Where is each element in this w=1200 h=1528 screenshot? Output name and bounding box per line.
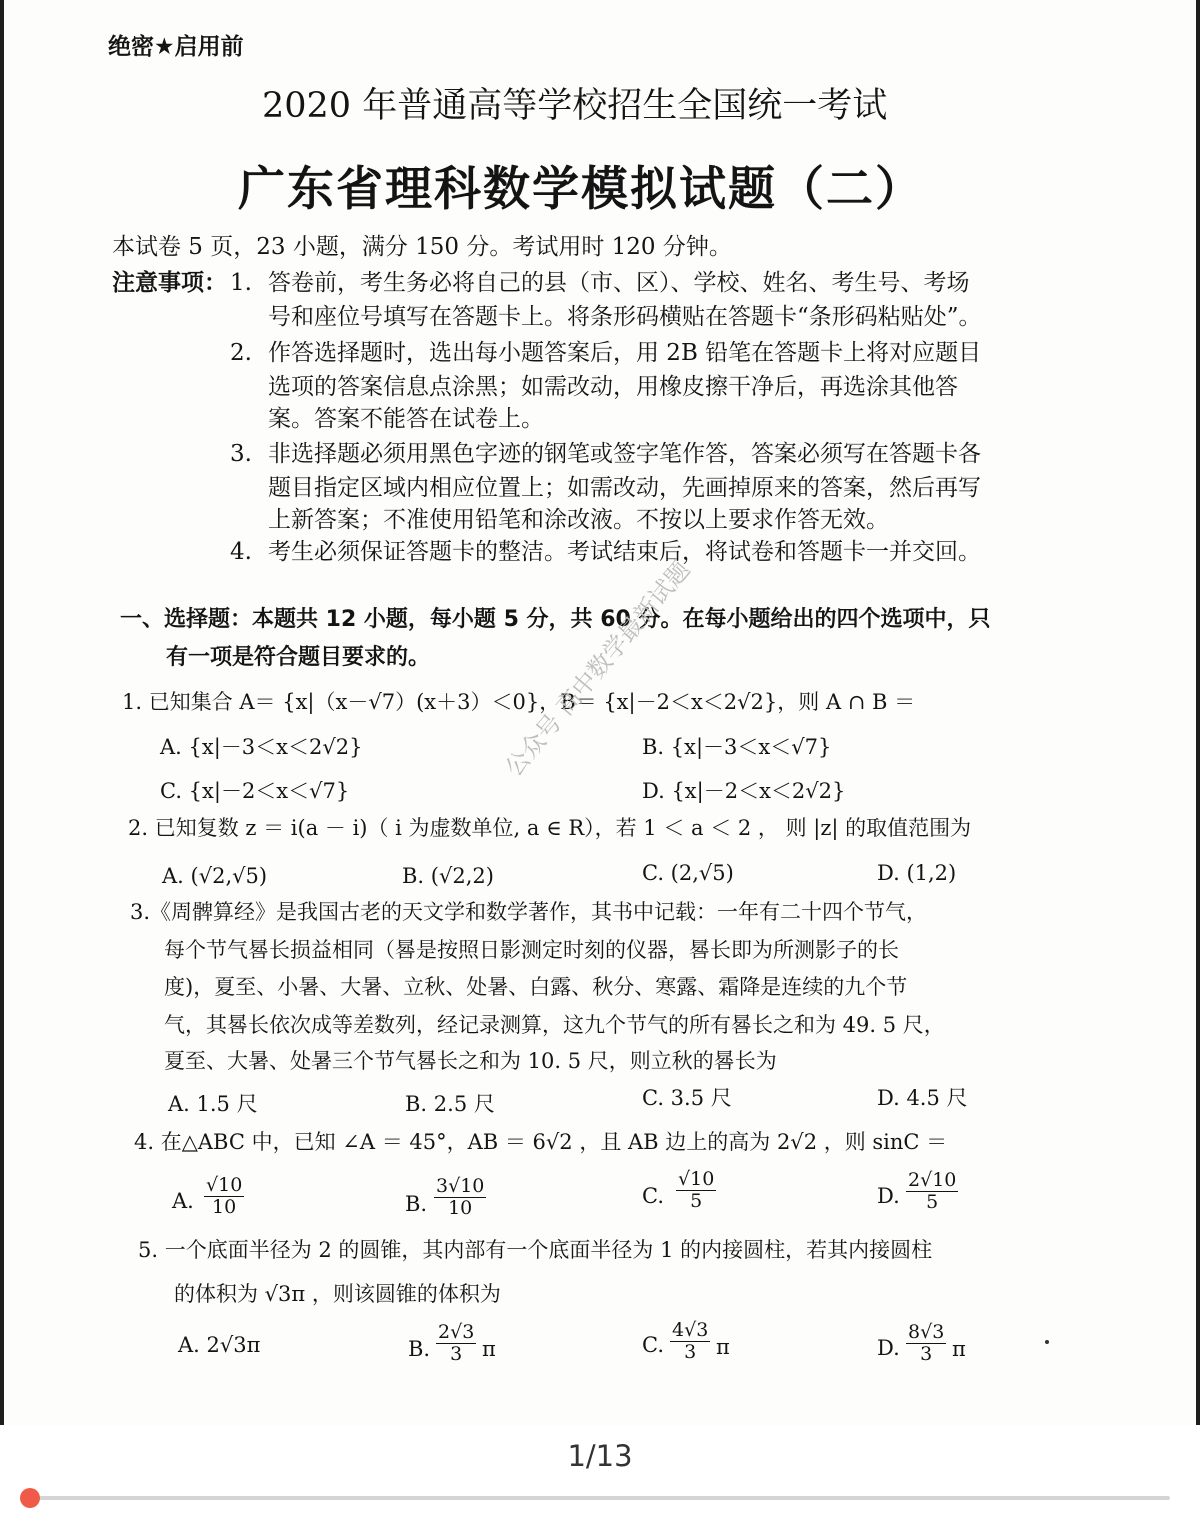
question-5-option-d-letter: D.	[877, 1336, 900, 1360]
note-line: 答卷前，考生务必将自己的县（市、区）、学校、姓名、考生号、考场	[268, 270, 970, 296]
fraction-numerator: √10	[678, 1168, 715, 1190]
question-1-option-b: B. {x|－3＜x＜√7}	[642, 735, 832, 759]
page-left-border	[0, 0, 4, 1425]
progress-track[interactable]	[30, 1496, 1170, 1500]
question-3-line: 3.《周髀算经》是我国古老的天文学和数学著作，其书中记载：一年有二十四个节气，	[130, 900, 928, 924]
question-4-option-a-letter: A.	[172, 1189, 194, 1213]
notes-label: 注意事项：	[112, 270, 227, 296]
watermark-text: 公众号 高中数学最新试题	[499, 555, 696, 782]
question-1-stem: 1. 已知集合 A＝ {x|（x－√7）(x＋3）＜0}，B＝ {x|－2＜x＜2√2}，则 A ∩ B ＝	[122, 690, 916, 714]
fraction-numerator: √10	[206, 1174, 243, 1196]
question-1-option-d: D. {x|－2＜x＜2√2}	[642, 779, 846, 803]
question-2-option-c: C. (2,√5)	[642, 861, 734, 885]
question-5-line: 的体积为 √3π ，则该圆锥的体积为	[174, 1282, 501, 1306]
question-4-option-a-fraction	[204, 1175, 244, 1218]
fraction-numerator: 4√3	[672, 1319, 709, 1341]
question-4-option-c-fraction	[676, 1169, 716, 1212]
paper-info: 本试卷 5 页，23 小题，满分 150 分。考试用时 120 分钟。	[112, 234, 732, 260]
note-line: 非选择题必须用黑色字迹的钢笔或签字笔作答，答案必须写在答题卡各	[268, 441, 981, 467]
question-3-line: 夏至、大暑、处暑三个节气晷长之和为 10. 5 尺，则立秋的晷长为	[164, 1049, 777, 1073]
paper-title: 广东省理科数学模拟试题（二）	[238, 162, 924, 217]
question-3-line: 气，其晷长依次成等差数列，经记录测算，这九个节气的所有晷长之和为 49. 5 尺，	[164, 1013, 945, 1037]
viewer-footer	[0, 1425, 1200, 1528]
note-line: 题目指定区域内相应位置上；如需改动，先画掉原来的答案，然后再写	[268, 475, 981, 501]
fraction-denominator: 3	[684, 1340, 697, 1363]
note-number: 1.	[230, 270, 252, 296]
question-3-line: 每个节气晷长损益相同（晷是按照日影测定时刻的仪器，晷长即为所测影子的长	[164, 938, 899, 962]
question-5-option-c-fraction	[670, 1320, 710, 1363]
question-5-line: 5. 一个底面半径为 2 的圆锥，其内部有一个底面半径为 1 的内接圆柱，若其内接圆柱	[138, 1238, 933, 1262]
fraction-denominator: 10	[212, 1195, 237, 1218]
question-5-option-c-letter: C.	[642, 1333, 664, 1357]
question-5-option-b-letter: B.	[408, 1337, 431, 1361]
pi-suffix: π	[482, 1337, 496, 1361]
note-line: 号和座位号填写在答题卡上。将条形码横贴在答题卡“条形码粘贴处”。	[268, 304, 982, 330]
question-4-option-b-letter: B.	[405, 1192, 428, 1216]
question-4-option-b-fraction	[434, 1176, 486, 1219]
question-2-option-b: B. (√2,2)	[402, 864, 494, 888]
note-line: 案。答案不能答在试卷上。	[268, 406, 544, 432]
pi-suffix: π	[716, 1335, 730, 1359]
question-3-option-b: B. 2.5 尺	[405, 1092, 495, 1116]
section-heading: 一、选择题：本题共 12 小题，每小题 5 分，共 60 分。在每小题给出的四个选项中，只	[120, 607, 991, 632]
section-heading-cont: 有一项是符合题目要求的。	[166, 645, 431, 670]
note-number: 4.	[230, 539, 252, 565]
note-number: 2.	[230, 340, 252, 366]
question-2-option-d: D. (1,2)	[877, 861, 957, 885]
fraction-denominator: 3	[450, 1342, 463, 1365]
question-4-option-d-fraction	[906, 1170, 958, 1213]
note-line: 上新答案；不准使用铅笔和涂改液。不按以上要求作答无效。	[268, 507, 889, 533]
note-line: 考生必须保证答题卡的整洁。考试结束后，将试卷和答题卡一并交回。	[268, 539, 981, 565]
question-3-line: 度)，夏至、小暑、大暑、立秋、处暑、白露、秋分、寒露、霜降是连续的九个节	[164, 975, 908, 999]
question-4-option-c-letter: C.	[642, 1184, 664, 1208]
exam-title: 2020 年普通高等学校招生全国统一考试	[262, 86, 888, 126]
fraction-numerator: 2√10	[908, 1169, 957, 1191]
fraction-numerator: 8√3	[908, 1321, 945, 1343]
question-3-option-a: A. 1.5 尺	[168, 1092, 258, 1116]
confidential-badge: 绝密★启用前	[108, 34, 244, 60]
fraction-denominator: 5	[926, 1190, 939, 1213]
question-1-option-c: C. {x|－2＜x＜√7}	[160, 779, 350, 803]
question-5-option-a: A. 2√3π	[178, 1333, 261, 1357]
question-4-stem: 4. 在△ABC 中，已知 ∠A ＝ 45°，AB ＝ 6√2 ，且 AB 边上的高为 2√2 ，则 sinC ＝	[134, 1130, 948, 1154]
page-right-border	[1196, 0, 1200, 1425]
question-5-option-d-fraction	[906, 1322, 946, 1365]
pi-suffix: π	[952, 1337, 966, 1361]
page-indicator: 1/13	[567, 1439, 633, 1473]
question-2-option-a: A. (√2,√5)	[162, 864, 268, 888]
question-3-option-c: C. 3.5 尺	[642, 1086, 732, 1110]
fraction-denominator: 3	[920, 1342, 933, 1365]
scan-speck	[1045, 1340, 1049, 1344]
note-line: 作答选择题时，选出每小题答案后，用 2B 铅笔在答题卡上将对应题目	[268, 340, 982, 366]
fraction-numerator: 2√3	[438, 1321, 475, 1343]
progress-handle[interactable]	[20, 1488, 40, 1508]
question-5-option-b-fraction	[436, 1322, 476, 1365]
question-4-option-d-letter: D.	[877, 1184, 900, 1208]
question-2-stem: 2. 已知复数 z ＝ i(a － i)（ i 为虚数单位, a ∈ R），若 1 ＜ a ＜ 2 ， 则 |z| 的取值范围为	[128, 816, 972, 840]
question-3-option-d: D. 4.5 尺	[877, 1086, 968, 1110]
note-number: 3.	[230, 441, 252, 467]
fraction-numerator: 3√10	[436, 1175, 485, 1197]
question-1-option-a: A. {x|－3＜x＜2√2}	[160, 735, 363, 759]
note-line: 选项的答案信息点涂黑；如需改动，用橡皮擦干净后，再选涂其他答	[268, 374, 958, 400]
fraction-denominator: 5	[690, 1189, 703, 1212]
fraction-denominator: 10	[448, 1196, 473, 1219]
